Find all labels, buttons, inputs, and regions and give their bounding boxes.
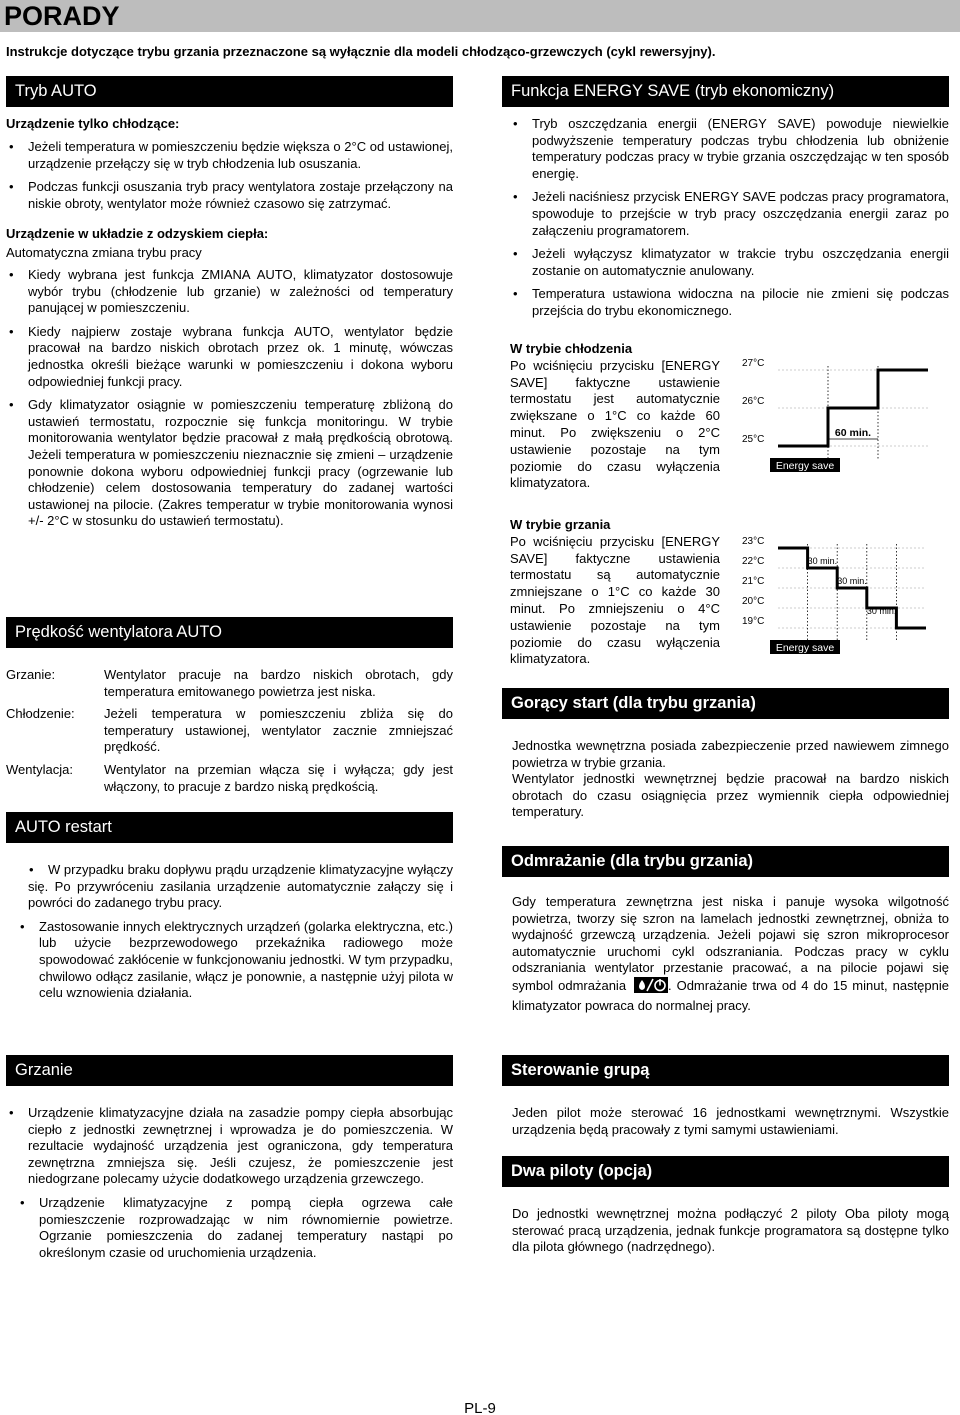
defrost-icon: [634, 977, 668, 998]
intro-note: Instrukcje dotyczące trybu grzania przeznaczone są wyłącznie dla modeli chłodząco-grzewczych (cykl rewersyjny).: [6, 44, 716, 59]
section-title-hot-start: Gorący start (dla trybu grzania): [502, 688, 949, 719]
heat-pump-subheading: Automatyczna zmiana trybu pracy: [6, 245, 202, 261]
interval-label: 60 min.: [834, 427, 872, 439]
section-defrost: [502, 846, 949, 1014]
list-item: • Urządzenie klimatyzacyjne z pompą ciepła ogrzewa całe pomieszczenie rozprowadzając w nim równomiernie powietrze. Ogrzanie pomieszczenia do zadanej temperatury nastąpi po określonym czasie od uruchomienia urządzenia.: [6, 1195, 453, 1261]
cooling-mode-title: W trybie chłodzenia: [510, 341, 633, 356]
cooling-only-heading: Urządzenie tylko chłodzące:: [6, 116, 180, 131]
section-group-control: [502, 1055, 949, 1138]
hot-start-body: Jednostka wewnętrzna posiada zabezpieczenie przed nawiewem zimnego powietrza w trybie grzania. Wentylator jednostki wewnętrznej będzie pracował na bardzo niskich obrotach do czasu osiągnięcia przez wymiennik ciepła odpowiedniej temperatury.: [512, 738, 949, 820]
section-title-defrost: Odmrażanie (dla trybu grzania): [502, 846, 949, 877]
section-two-remotes: [502, 1156, 949, 1256]
section-title-auto-restart: AUTO restart: [6, 812, 453, 843]
list-item: • Temperatura ustawiona widoczna na pilocie nie zmieni się podczas przejścia do trybu ekonomicznego.: [510, 286, 949, 319]
section-energy-save: [502, 76, 949, 327]
list-item: • Podczas funkcji osuszania tryb pracy wentylatora zostaje przełączony na niskie obroty, wentylator może również czasowo się zatrzymać.: [6, 179, 453, 212]
fan-term: Wentylacja:: [6, 761, 73, 777]
fan-row-ventilation: [6, 762, 453, 795]
fan-row-heating: [6, 667, 453, 700]
fan-auto-definitions: [6, 667, 453, 795]
section-title-group-control: Sterowanie grupą: [502, 1055, 949, 1086]
heat-pump-heading: Urządzenie w układzie z odzyskiem ciepła:: [6, 226, 269, 242]
section-title-fan-auto: Prędkość wentylatora AUTO: [6, 617, 453, 648]
section-auto-restart: [6, 812, 453, 1009]
fan-desc: Wentylator na przemian włącza się i wyłącza; gdy jest włączony, to pracuje z bardzo niską prędkością.: [104, 761, 453, 794]
cooling-only-list: [6, 139, 453, 212]
energy-save-button-label: Energy save: [775, 460, 835, 472]
y-tick-label: 20°C: [742, 596, 765, 607]
section-auto-mode: [6, 76, 453, 537]
y-tick-label: 27°C: [742, 358, 765, 369]
heating-mode-body: Po wciśnięciu przycisku [ENERGY SAVE] faktyczne ustawienia termostatu są automatycznie zmniejszane o 1°C co każde 30 minut. Po zmniejszeniu o 4°C ustawienie pozostaje na tym poziomie do czasu wyłączenia klimatyzatora.: [510, 533, 720, 667]
heating-list: [6, 1105, 453, 1188]
section-hot-start: [502, 688, 949, 821]
fan-desc: Wentylator pracuje na bardzo niskich obrotach, gdy temperatura emitowanego powietrza jest niska.: [104, 667, 453, 699]
energy-save-cooling-block: [510, 341, 720, 492]
heating-energy-save-chart: [740, 530, 940, 665]
y-tick-label: 21°C: [742, 576, 765, 587]
list-item: • Zastosowanie innych elektrycznych urządzeń (golarka elektryczna, etc.) lub użycie bezprzewodowego przekaźnika radiowego może spowodować zakłócenie w funkcjonowaniu jednostki. W tym przypadku, chwilowo odłącz zasilanie, włącz je ponownie, a następnie użyj pilota w celu wznowienia działania.: [6, 919, 453, 1002]
cooling-mode-body: Po wciśnięciu przycisku [ENERGY SAVE] faktyczne ustawienie termostatu jest automatycznie zwiększane o 1°C co każde 60 minut. Po zwiększeniu o 2°C ustawienie pozostaje na tym poziomie do czasu wyłączenia klimatyzatora.: [510, 357, 720, 491]
section-title-energy-save: Funkcja ENERGY SAVE (tryb ekonomiczny): [502, 76, 949, 107]
defrost-text-after: . Odmrażanie trwa od 4 do 15 minut, następnie klimatyzator powraca do normalnej pracy.: [512, 977, 949, 1013]
list-item: • Tryb oszczędzania energii (ENERGY SAVE) powoduje niewielkie podwyższenie temperatury podczas trybu chłodzenia lub obniżenie temperatury podczas pracy w trybie grzania oszczędzając w ten sposób energię.: [510, 116, 949, 182]
two-remotes-body: Do jednostki wewnętrznej można podłączyć 2 piloty Oba piloty mogą sterować pracą urządzenia, jednak funkcje programatora są dostępne tylko dla pilota głównego (nadrzędnego).: [512, 1206, 949, 1255]
interval-label: 30 min.: [837, 576, 867, 586]
energy-save-heating-block: [510, 517, 720, 668]
heating-mode-title: W trybie grzania: [510, 517, 611, 532]
page-number: PL-9: [464, 1400, 496, 1415]
interval-label: 30 min.: [866, 606, 897, 616]
y-tick-label: 25°C: [742, 434, 765, 445]
list-item: • Gdy klimatyzator osiągnie w pomieszczeniu temperaturę zbliżoną do ustawień termostatu, rozpocznie się funkcja monitoringu. W trybie monitorowania wentylator będzie pracował z małą prędkością obrotową. Jeżeli temperatura w pomieszczeniu nieznacznie się zmieni – urządzenie ponownie dokona wyboru odpowiedniej funkcji pracy (ogrzewanie lub chłodzenie) celem dostosowania temperatury do zadanej wartości ustawionej na pilocie. (Zakres temperatur w trybie monitorowania wynosi +/- 2°C w stosunku do ustawień termostatu).: [6, 397, 453, 530]
auto-restart-list: [6, 862, 453, 912]
section-fan-auto: [6, 617, 453, 801]
list-item: • Jeżeli wyłączysz klimatyzator w trakcie trybu oszczędzania energii zostanie on automatycznie anulowany.: [510, 246, 949, 279]
section-title-heating: Grzanie: [6, 1055, 453, 1086]
list-item: • Jeżeli temperatura w pomieszczeniu będzie większa o 2°C od ustawionej, urządzenie przełączy się w tryb chłodzenia lub osuszania.: [6, 139, 453, 172]
defrost-text-before: Gdy temperatura zewnętrzna jest niska i panuje wysoka wilgotność powietrza, tworzy się szron na lamelach jednostki zewnętrznej, obniża to wydajność grzewczą urządzenia. Jeżeli pojawi się szron mikroprocesor automatycznie uruchomi cykl odszraniania. Podczas pracy w cyklu odszraniania wentylator przestanie pracować, a na pilocie pojawi się symbol odmrażania: [512, 894, 949, 993]
fan-term: Chłodzenie:: [6, 706, 75, 722]
section-heating: [6, 1055, 453, 1268]
list-item: • Urządzenie klimatyzacyjne działa na zasadzie pompy ciepła absorbując ciepło z jednostki zewnętrznej i wprowadza je do pomieszczenia. W rezultacie wydajność urządzenia jest ograniczona, gdy temperatura zewnętrzna zmniejsza się. Jeśli czujesz, że pomieszczenie jest niedogrzane polecamy użycie dodatkowego urządzenia grzewczego.: [6, 1105, 453, 1188]
section-title-auto: Tryb AUTO: [6, 76, 453, 107]
auto-restart-nested-list: [6, 919, 453, 1002]
y-tick-label: 19°C: [742, 616, 765, 627]
section-title-two-remotes: Dwa piloty (opcja): [502, 1156, 949, 1187]
defrost-body: [502, 894, 949, 1014]
fan-row-cooling: [6, 706, 453, 756]
list-item: • Jeżeli naciśniesz przycisk ENERGY SAVE podczas pracy programatora, spowoduje to przejście w tryb pracy oszczędzania energii zaraz po załączeniu programatorem.: [510, 189, 949, 239]
list-item: • Kiedy najpierw zostaje wybrana funkcja AUTO, wentylator będzie pracował na bardzo niskich obrotach przez ok. 1 minutę, wówczas jednostka określi bieżące warunki w pomieszczeniu i dokona wyboru odpowiedniej funkcji pracy.: [6, 324, 453, 390]
heat-pump-list: [6, 267, 453, 530]
fan-term: Grzanie:: [6, 667, 56, 682]
y-tick-label: 22°C: [742, 556, 765, 567]
energy-save-list: [502, 116, 949, 320]
energy-save-button-label: Energy save: [775, 642, 835, 654]
group-control-body: Jeden pilot może sterować 16 jednostkami wewnętrznymi. Wszystkie urządzenia będą pracowały z tymi samymi ustawieniami.: [512, 1105, 949, 1137]
fan-desc: Jeżeli temperatura w pomieszczeniu zbliża się do temperatury ustawionej, wentylator zacznie zmniejszać prędkość.: [104, 706, 453, 755]
list-item: • W przypadku braku dopływu prądu urządzenie klimatyzacyjne wyłączy się. Po przywróceniu zasilania urządzenie automatycznie załączy się i powróci do zadanego trybu pracy.: [6, 862, 453, 912]
y-tick-label: 23°C: [742, 536, 765, 547]
cooling-energy-save-chart: [740, 352, 940, 480]
page-title: PORADY: [0, 0, 960, 32]
heating-nested-list: [6, 1195, 453, 1261]
y-tick-label: 26°C: [742, 396, 765, 407]
interval-label: 30 min.: [807, 556, 838, 566]
list-item: • Kiedy wybrana jest funkcja ZMIANA AUTO, klimatyzator dostosowuje wybór trybu (chłodzenie lub grzanie) w zależności od temperatury panującej w pomieszczeniu.: [6, 267, 453, 317]
